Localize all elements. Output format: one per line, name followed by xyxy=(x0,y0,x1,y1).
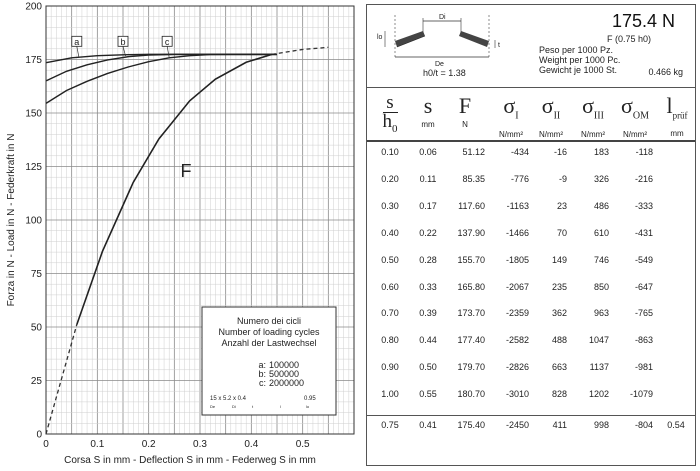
x-tick-label: 0.4 xyxy=(244,439,259,450)
header-divider xyxy=(367,140,695,142)
legend-extra: 0.95 xyxy=(304,396,316,402)
table-cell: 0.22 xyxy=(419,227,437,238)
y-tick-label: 75 xyxy=(30,269,42,280)
table-cell: 175.40 xyxy=(457,420,485,430)
table-cell: 23 xyxy=(556,200,567,211)
table-cell: 828 xyxy=(551,389,567,400)
spring-diagram xyxy=(377,9,507,69)
y-tick-label: 125 xyxy=(25,162,42,173)
table-cell: 149 xyxy=(551,254,567,265)
legend-key-b: b: xyxy=(258,369,266,379)
table-cell: 362 xyxy=(551,308,567,319)
table-row xyxy=(367,174,695,188)
table-cell: 137.90 xyxy=(457,227,485,238)
weight-value: 0.466 kg xyxy=(648,67,683,77)
table-cell: -2450 xyxy=(505,420,529,430)
table-cell: 0.28 xyxy=(419,254,437,265)
table-cell: 0.33 xyxy=(419,281,437,292)
legend-dim-t: t xyxy=(252,404,254,409)
table-cell: 0.40 xyxy=(381,227,399,238)
legend-title-de: Anzahl der Lastwechsel xyxy=(221,338,317,348)
summary-divider xyxy=(367,415,695,416)
column-header-f: F N xyxy=(458,93,472,129)
spec-header xyxy=(367,5,695,88)
table-cell: -216 xyxy=(634,173,653,184)
spec-panel xyxy=(366,4,696,466)
label-di: Di xyxy=(439,14,446,21)
table-cell: 0.20 xyxy=(381,173,399,184)
y-tick-label: 0 xyxy=(36,429,42,441)
weight-label-de: Gewicht je 1000 St. xyxy=(539,65,618,75)
table-cell: -2826 xyxy=(505,362,529,373)
table-cell: 1137 xyxy=(589,362,609,373)
table-cell: 0.50 xyxy=(419,362,437,373)
column-header-sigma-ii: $\sigma_{II}$ N/mm² xyxy=(539,93,563,140)
table-cell: -647 xyxy=(634,281,653,292)
table-cell: 179.70 xyxy=(457,362,485,373)
table-cell: 0.30 xyxy=(381,200,399,211)
weight-label-en: Weight per 1000 Pc. xyxy=(539,55,621,65)
table-cell: 70 xyxy=(556,227,567,238)
legend-value-c: 2000000 xyxy=(269,378,305,388)
cycles-legend xyxy=(202,307,336,415)
table-row-summary xyxy=(367,420,695,434)
table-row xyxy=(367,335,695,349)
nominal-force-note: F (0.75 h0) xyxy=(606,34,651,44)
table-cell: 177.40 xyxy=(457,335,485,346)
table-cell: 0.70 xyxy=(381,308,399,319)
table-cell: -9 xyxy=(558,173,567,184)
table-cell: -2359 xyxy=(505,308,529,319)
legend-title-en: Number of loading cycles xyxy=(218,327,320,337)
x-tick-label: 0.3 xyxy=(193,439,207,450)
column-header-l-pruef: $l_{prüf}$ mm xyxy=(666,93,688,139)
label-de: De xyxy=(435,61,444,68)
table-cell: -118 xyxy=(635,147,653,157)
y-tick-label: 50 xyxy=(30,322,42,334)
curve-label-b: b xyxy=(120,36,126,47)
x-tick-label: 0.2 xyxy=(141,439,156,450)
table-cell: 173.70 xyxy=(457,308,485,319)
height-thickness-ratio: h0/t = 1.38 xyxy=(423,68,466,78)
legend-dims: 15 x 5.2 x 0.4 xyxy=(210,396,247,402)
table-cell: 0.60 xyxy=(381,281,399,292)
table-cell: 183 xyxy=(593,147,609,157)
table-row xyxy=(367,282,695,296)
table-cell: 610 xyxy=(593,227,609,238)
table-cell: 51.12 xyxy=(462,147,485,157)
x-tick-label: 0 xyxy=(43,439,49,450)
table-cell: -1466 xyxy=(505,227,529,238)
table-cell: 155.70 xyxy=(457,254,485,265)
table-cell: -1163 xyxy=(506,200,529,211)
table-cell: 486 xyxy=(593,200,609,211)
column-header-sigma-iii: $\sigma_{III}$ N/mm² xyxy=(581,93,605,140)
table-cell: 0.06 xyxy=(419,147,437,157)
legend-key-a: a: xyxy=(258,360,266,370)
weight-label-it: Peso per 1000 Pz. xyxy=(539,45,614,55)
table-cell: 180.70 xyxy=(457,389,485,400)
table-cell: 1047 xyxy=(588,335,609,346)
table-cell: -16 xyxy=(553,147,567,157)
legend-title-it: Numero dei cicli xyxy=(236,316,302,326)
table-cell: 0.75 xyxy=(381,420,399,430)
table-cell: -2582 xyxy=(505,335,529,346)
curve-label-a: a xyxy=(74,36,80,47)
table-cell: -2067 xyxy=(505,281,529,292)
table-row xyxy=(367,147,695,161)
s-h0-symbol: $\frac{s}{h_0}$ xyxy=(382,92,398,135)
table-cell: -765 xyxy=(634,308,653,319)
table-cell: 0.11 xyxy=(419,173,437,184)
table-row xyxy=(367,201,695,215)
y-tick-label: 200 xyxy=(25,1,42,13)
weight-labels xyxy=(539,45,620,75)
table-cell: 0.39 xyxy=(419,308,437,319)
legend-dim-di: Di xyxy=(232,404,236,409)
table-row xyxy=(367,308,695,322)
table-cell: 850 xyxy=(593,281,609,292)
column-header-s: s mm xyxy=(421,93,435,129)
y-tick-label: 25 xyxy=(30,376,42,387)
table-cell: 0.17 xyxy=(419,200,437,211)
table-cell: -863 xyxy=(634,335,653,346)
label-t: t xyxy=(498,42,500,49)
legend-key-c: c: xyxy=(258,378,266,388)
table-cell: -776 xyxy=(510,173,529,184)
y-axis-label: Forza in N - Load in N - Federkraft in N xyxy=(6,133,17,307)
table-cell: 0.10 xyxy=(381,147,399,157)
table-cell: -549 xyxy=(634,254,653,265)
legend-dim-lo: lo xyxy=(306,404,310,409)
table-cell: 1.00 xyxy=(381,389,399,400)
table-cell: 0.54 xyxy=(667,420,685,430)
column-header-sigma-i: $\sigma_I$ N/mm² xyxy=(499,93,523,140)
curve-label-f: F xyxy=(180,161,192,182)
table-row xyxy=(367,362,695,376)
table-cell: -1805 xyxy=(505,254,529,265)
column-header-s-h0 xyxy=(369,94,411,138)
table-row xyxy=(367,255,695,269)
x-tick-label: 0.5 xyxy=(295,439,310,450)
legend-value-a: 100000 xyxy=(269,360,300,370)
column-header-sigma-om: $\sigma_{OM}$ N/mm² xyxy=(621,93,649,140)
legend-value-b: 500000 xyxy=(269,369,300,379)
nominal-force: 175.4 N xyxy=(611,11,675,31)
y-tick-label: 100 xyxy=(25,215,42,227)
y-tick-label: 175 xyxy=(25,55,42,66)
table-cell: 0.55 xyxy=(419,389,437,400)
table-cell: 411 xyxy=(552,420,567,430)
table-row xyxy=(367,389,695,403)
table-cell: 998 xyxy=(593,420,609,430)
table-cell: 963 xyxy=(593,308,609,319)
table-cell: 85.35 xyxy=(462,173,485,184)
table-cell: -434 xyxy=(510,147,529,157)
table-cell: -981 xyxy=(634,362,653,373)
table-cell: -804 xyxy=(634,420,653,430)
table-row xyxy=(367,228,695,242)
x-tick-label: 0.1 xyxy=(90,439,105,450)
table-cell: 488 xyxy=(551,335,567,346)
table-cell: 117.60 xyxy=(458,200,485,211)
table-cell: -1079 xyxy=(629,389,653,400)
table-cell: 235 xyxy=(551,281,567,292)
legend-dim-de: De xyxy=(210,404,216,409)
table-cell: -3010 xyxy=(505,389,529,400)
table-cell: 746 xyxy=(593,254,609,265)
table-cell: 326 xyxy=(593,173,609,184)
table-cell: 0.80 xyxy=(381,335,399,346)
y-tick-label: 150 xyxy=(25,108,42,120)
table-cell: -333 xyxy=(634,200,653,211)
table-cell: 165.80 xyxy=(457,281,485,292)
table-cell: 0.50 xyxy=(381,254,399,265)
table-cell: 0.41 xyxy=(419,420,437,430)
legend-dim-l: l xyxy=(280,404,281,409)
x-axis-label: Corsa S in mm - Deflection S in mm - Federweg S in mm xyxy=(64,455,316,466)
table-cell: 663 xyxy=(551,362,567,373)
label-lo: lo xyxy=(377,34,383,41)
table-cell: 1202 xyxy=(588,389,609,400)
table-cell: -431 xyxy=(634,227,653,238)
curve-label-c: c xyxy=(164,36,170,47)
table-cell: 0.90 xyxy=(381,362,399,373)
table-cell: 0.44 xyxy=(419,335,437,346)
